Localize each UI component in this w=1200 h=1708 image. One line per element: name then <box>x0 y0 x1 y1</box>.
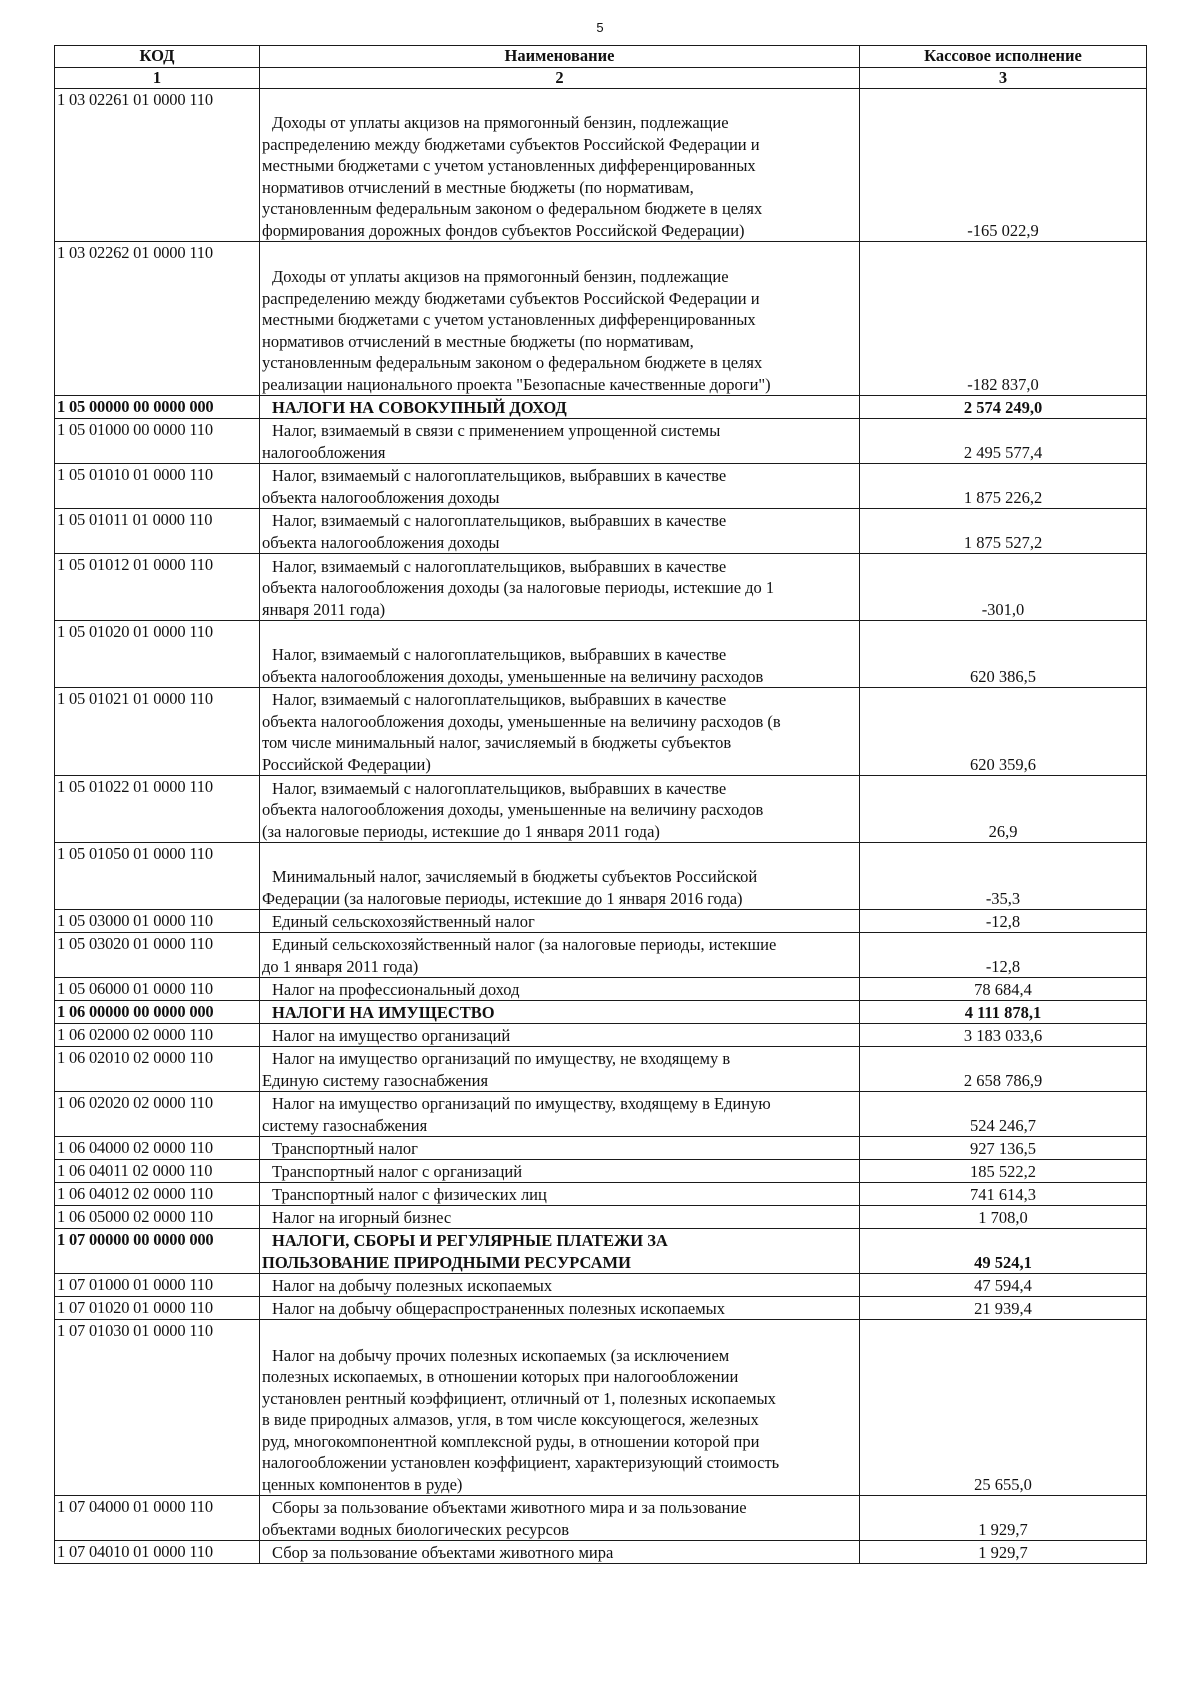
row-name-text <box>262 396 857 418</box>
row-name-line: Налог, взимаемый с налогоплательщиков, выбравших в качестве <box>272 690 727 709</box>
row-name-line: Единый сельскохозяйственный налог (за налоговые периоды, истекшие <box>272 935 777 954</box>
table-row <box>55 1183 1147 1206</box>
row-code: 1 05 01010 01 0000 110 <box>55 464 260 509</box>
row-name-text <box>262 1297 857 1319</box>
row-name-line: объектами водных биологических ресурсов <box>262 1519 570 1539</box>
row-name-line: НАЛОГИ НА ИМУЩЕСТВО <box>272 1002 495 1022</box>
row-name-line: объекта налогообложения доходы, уменьшенные на величину расходов <box>262 800 764 819</box>
row-name-line: января 2011 года) <box>262 599 386 619</box>
row-name-text <box>262 1496 857 1540</box>
row-name <box>260 464 860 509</box>
row-amount: 1 929,7 <box>860 1496 1147 1541</box>
row-name-line: том числе минимальный налог, зачисляемый в бюджеты субъектов <box>262 733 732 752</box>
row-name <box>260 554 860 621</box>
row-name <box>260 242 860 396</box>
row-amount: 3 183 033,6 <box>860 1024 1147 1047</box>
table-row <box>55 1001 1147 1024</box>
row-name-line: Доходы от уплаты акцизов на прямогонный бензин, подлежащие <box>272 267 729 286</box>
row-name-line: Сборы за пользование объектами животного мира и за пользование <box>272 1498 747 1517</box>
table-row <box>55 1541 1147 1564</box>
row-amount: 21 939,4 <box>860 1297 1147 1320</box>
table-header-row <box>55 46 1147 68</box>
row-name-line: объекта налогообложения доходы <box>262 487 500 507</box>
column-number-row <box>55 68 1147 89</box>
row-amount: 4 111 878,1 <box>860 1001 1147 1024</box>
row-name <box>260 1137 860 1160</box>
row-name-text <box>262 1160 857 1182</box>
row-name <box>260 1297 860 1320</box>
row-code: 1 05 00000 00 0000 000 <box>55 396 260 419</box>
row-name <box>260 688 860 776</box>
row-code: 1 07 01000 01 0000 110 <box>55 1274 260 1297</box>
row-code: 1 07 04010 01 0000 110 <box>55 1541 260 1564</box>
row-name <box>260 1541 860 1564</box>
row-amount: 47 594,4 <box>860 1274 1147 1297</box>
table-row <box>55 843 1147 910</box>
row-name-text <box>262 509 857 553</box>
row-code: 1 03 02262 01 0000 110 <box>55 242 260 396</box>
row-name-line: местными бюджетами с учетом установленных дифференцированных <box>262 310 756 329</box>
row-name-line: объекта налогообложения доходы, уменьшенные на величину расходов (в <box>262 711 781 731</box>
row-code: 1 07 04000 01 0000 110 <box>55 1496 260 1541</box>
column-number-code: 1 <box>55 68 260 89</box>
row-name-text <box>262 464 857 508</box>
table-row <box>55 419 1147 464</box>
header-amount: Кассовое исполнение <box>860 46 1147 68</box>
row-name-text <box>262 1001 857 1023</box>
row-name-text <box>262 419 857 463</box>
row-name <box>260 1092 860 1137</box>
row-name-text <box>262 1541 857 1563</box>
row-code: 1 05 06000 01 0000 110 <box>55 978 260 1001</box>
row-amount: -301,0 <box>860 554 1147 621</box>
row-name-line: Транспортный налог с физических лиц <box>272 1184 547 1204</box>
table-row <box>55 554 1147 621</box>
row-name-line: НАЛОГИ, СБОРЫ И РЕГУЛЯРНЫЕ ПЛАТЕЖИ ЗА <box>272 1231 668 1250</box>
row-name-line: ценных компонентов в руде) <box>262 1474 463 1494</box>
row-name <box>260 1183 860 1206</box>
row-name-line: нормативов отчислений в местные бюджеты (по нормативам, <box>262 331 694 351</box>
row-code: 1 07 01020 01 0000 110 <box>55 1297 260 1320</box>
row-name-text <box>262 688 857 775</box>
row-name-line: Налог, взимаемый с налогоплательщиков, выбравших в качестве <box>272 466 727 485</box>
page-number: 5 <box>596 20 604 35</box>
row-amount: 620 359,6 <box>860 688 1147 776</box>
row-name-line: НАЛОГИ НА СОВОКУПНЫЙ ДОХОД <box>272 397 567 417</box>
row-code: 1 05 01012 01 0000 110 <box>55 554 260 621</box>
row-name <box>260 1001 860 1024</box>
row-amount: 26,9 <box>860 776 1147 843</box>
row-name-line: систему газоснабжения <box>262 1115 428 1135</box>
row-name-line: Российской Федерации) <box>262 754 431 774</box>
row-name-line: Единый сельскохозяйственный налог <box>272 911 535 931</box>
row-code: 1 05 01022 01 0000 110 <box>55 776 260 843</box>
row-code: 1 06 00000 00 0000 000 <box>55 1001 260 1024</box>
table-row <box>55 1206 1147 1229</box>
table-row <box>55 910 1147 933</box>
row-name-text <box>262 621 857 687</box>
row-name-line: Федерации (за налоговые периоды, истекшие до 1 января 2016 года) <box>262 888 743 908</box>
row-name-line: Налог, взимаемый с налогоплательщиков, выбравших в качестве <box>272 511 727 530</box>
row-name-line: в виде природных алмазов, угля, в том числе коксующегося, железных <box>262 1410 759 1429</box>
row-name-line: распределению между бюджетами субъектов Российской Федерации и <box>262 134 760 154</box>
table-row <box>55 464 1147 509</box>
row-code: 1 05 01000 00 0000 110 <box>55 419 260 464</box>
row-name <box>260 1160 860 1183</box>
row-name-line: Налог на добычу полезных ископаемых <box>272 1275 553 1295</box>
row-name-line: Налог на имущество организаций по имуществу, входящему в Единую <box>272 1094 771 1113</box>
row-name <box>260 1320 860 1496</box>
row-name-line: руд, многокомпонентной комплексной руды, в отношении которой при <box>262 1431 760 1451</box>
row-amount: 2 574 249,0 <box>860 396 1147 419</box>
row-name <box>260 1229 860 1274</box>
row-name-line: Налог на имущество организаций по имуществу, не входящему в <box>272 1049 731 1068</box>
revenue-table <box>54 45 1147 1564</box>
row-name-line: Налог на добычу прочих полезных ископаемых (за исключением <box>272 1345 730 1365</box>
table-row <box>55 1496 1147 1541</box>
row-amount: -182 837,0 <box>860 242 1147 396</box>
row-name-text <box>262 1047 857 1091</box>
row-name-line: объекта налогообложения доходы (за налоговые периоды, истекшие до 1 <box>262 578 775 597</box>
row-code: 1 05 01050 01 0000 110 <box>55 843 260 910</box>
row-name <box>260 1496 860 1541</box>
row-code: 1 05 03020 01 0000 110 <box>55 933 260 978</box>
row-name-line: установленным федеральным законом о федеральном бюджете в целях <box>262 199 763 218</box>
row-name-line: установленным федеральным законом о федеральном бюджете в целях <box>262 353 763 372</box>
row-name <box>260 910 860 933</box>
row-name-text <box>262 1229 857 1273</box>
row-amount: -35,3 <box>860 843 1147 910</box>
row-name-line: формирования дорожных фондов субъектов Российской Федерации) <box>262 220 745 240</box>
row-name-line: налогообложения <box>262 442 386 462</box>
table-row <box>55 933 1147 978</box>
row-code: 1 05 01020 01 0000 110 <box>55 621 260 688</box>
row-name-text <box>262 1137 857 1159</box>
row-code: 1 03 02261 01 0000 110 <box>55 89 260 242</box>
row-name-line: реализации национального проекта "Безопасные качественные дороги") <box>262 374 771 394</box>
row-amount: 2 658 786,9 <box>860 1047 1147 1092</box>
row-name-line: Доходы от уплаты акцизов на прямогонный бензин, подлежащие <box>272 113 729 132</box>
row-name-text <box>262 843 857 909</box>
table-row <box>55 1047 1147 1092</box>
row-name-line: Налог, взимаемый в связи с применением упрощенной системы <box>272 421 721 440</box>
row-code: 1 06 04011 02 0000 110 <box>55 1160 260 1183</box>
table-row <box>55 1320 1147 1496</box>
row-amount: 524 246,7 <box>860 1092 1147 1137</box>
row-name <box>260 89 860 242</box>
table-row <box>55 978 1147 1001</box>
row-name-line: распределению между бюджетами субъектов Российской Федерации и <box>262 288 760 308</box>
row-amount: 1 875 226,2 <box>860 464 1147 509</box>
table-row <box>55 1274 1147 1297</box>
table-row <box>55 242 1147 396</box>
table-row <box>55 1160 1147 1183</box>
row-name-line: (за налоговые периоды, истекшие до 1 января 2011 года) <box>262 821 660 841</box>
row-name <box>260 509 860 554</box>
row-code: 1 06 02000 02 0000 110 <box>55 1024 260 1047</box>
row-name <box>260 1024 860 1047</box>
row-name-text <box>262 554 857 620</box>
row-amount: 620 386,5 <box>860 621 1147 688</box>
row-name-line: установлен рентный коэффициент, отличный от 1, полезных ископаемых <box>262 1388 776 1408</box>
row-amount: -12,8 <box>860 933 1147 978</box>
row-amount: 1 875 527,2 <box>860 509 1147 554</box>
row-code: 1 06 04000 02 0000 110 <box>55 1137 260 1160</box>
row-name-line: Единую систему газоснабжения <box>262 1070 489 1090</box>
row-name-text <box>262 1092 857 1136</box>
table-row <box>55 1137 1147 1160</box>
row-name-line: Налог на игорный бизнес <box>272 1207 452 1227</box>
row-amount: 741 614,3 <box>860 1183 1147 1206</box>
row-name-text <box>262 1183 857 1205</box>
table-row <box>55 396 1147 419</box>
table-row <box>55 776 1147 843</box>
row-name-line: Налог на имущество организаций <box>272 1025 511 1045</box>
table-row <box>55 1297 1147 1320</box>
row-name-text <box>262 89 857 241</box>
table-row <box>55 89 1147 242</box>
row-code: 1 06 02010 02 0000 110 <box>55 1047 260 1092</box>
row-name-text <box>262 1320 857 1495</box>
row-name-line: объекта налогообложения доходы, уменьшенные на величину расходов <box>262 666 764 686</box>
row-amount: 25 655,0 <box>860 1320 1147 1496</box>
row-name-text <box>262 933 857 977</box>
row-name-line: Налог, взимаемый с налогоплательщиков, выбравших в качестве <box>272 645 727 664</box>
row-name <box>260 419 860 464</box>
row-amount: 49 524,1 <box>860 1229 1147 1274</box>
row-amount: 1 708,0 <box>860 1206 1147 1229</box>
row-name-text <box>262 242 857 395</box>
row-name <box>260 978 860 1001</box>
row-name-text <box>262 978 857 1000</box>
row-name-text <box>262 910 857 932</box>
row-name-text <box>262 776 857 842</box>
row-code: 1 06 02020 02 0000 110 <box>55 1092 260 1137</box>
row-name-line: Налог, взимаемый с налогоплательщиков, выбравших в качестве <box>272 556 727 576</box>
table-row <box>55 621 1147 688</box>
row-code: 1 05 03000 01 0000 110 <box>55 910 260 933</box>
row-amount: 1 929,7 <box>860 1541 1147 1564</box>
row-name-line: Налог, взимаемый с налогоплательщиков, выбравших в качестве <box>272 778 727 798</box>
row-amount: 927 136,5 <box>860 1137 1147 1160</box>
row-code: 1 06 05000 02 0000 110 <box>55 1206 260 1229</box>
row-name <box>260 621 860 688</box>
row-amount: -165 022,9 <box>860 89 1147 242</box>
row-name-line: Налог на добычу общераспространенных полезных ископаемых <box>272 1298 726 1318</box>
row-name <box>260 843 860 910</box>
row-code: 1 05 01021 01 0000 110 <box>55 688 260 776</box>
table-row <box>55 509 1147 554</box>
row-name-line: ПОЛЬЗОВАНИЕ ПРИРОДНЫМИ РЕСУРСАМИ <box>262 1252 631 1272</box>
row-name <box>260 1047 860 1092</box>
row-name <box>260 396 860 419</box>
row-amount: 2 495 577,4 <box>860 419 1147 464</box>
row-code: 1 06 04012 02 0000 110 <box>55 1183 260 1206</box>
table-body <box>55 89 1147 1564</box>
row-name-line: объекта налогообложения доходы <box>262 532 500 552</box>
row-amount: 78 684,4 <box>860 978 1147 1001</box>
table-row <box>55 688 1147 776</box>
row-name-line: налогообложении установлен коэффициент, характеризующий стоимость <box>262 1453 780 1472</box>
row-name <box>260 1274 860 1297</box>
row-name-line: до 1 января 2011 года) <box>262 956 419 976</box>
row-name-line: полезных ископаемых, в отношении которых при налогообложении <box>262 1367 739 1386</box>
header-name: Наименование <box>260 46 860 68</box>
row-name-line: Транспортный налог с организаций <box>272 1161 523 1181</box>
table-row <box>55 1229 1147 1274</box>
row-name-line: Сбор за пользование объектами животного мира <box>272 1542 614 1562</box>
row-name <box>260 1206 860 1229</box>
row-amount: -12,8 <box>860 910 1147 933</box>
row-name <box>260 776 860 843</box>
column-number-amount: 3 <box>860 68 1147 89</box>
row-name-line: Налог на профессиональный доход <box>272 979 520 999</box>
row-name-text <box>262 1274 857 1296</box>
row-name-line: Транспортный налог <box>272 1138 418 1158</box>
row-name-text <box>262 1206 857 1228</box>
row-amount: 185 522,2 <box>860 1160 1147 1183</box>
row-name-line: нормативов отчислений в местные бюджеты (по нормативам, <box>262 177 694 197</box>
row-code: 1 07 00000 00 0000 000 <box>55 1229 260 1274</box>
row-code: 1 05 01011 01 0000 110 <box>55 509 260 554</box>
row-name-text <box>262 1024 857 1046</box>
table-row <box>55 1024 1147 1047</box>
table-row <box>55 1092 1147 1137</box>
row-name <box>260 933 860 978</box>
row-code: 1 07 01030 01 0000 110 <box>55 1320 260 1496</box>
row-name-line: местными бюджетами с учетом установленных дифференцированных <box>262 156 756 175</box>
header-code: КОД <box>55 46 260 68</box>
column-number-name: 2 <box>260 68 860 89</box>
row-name-line: Минимальный налог, зачисляемый в бюджеты субъектов Российской <box>272 867 758 886</box>
